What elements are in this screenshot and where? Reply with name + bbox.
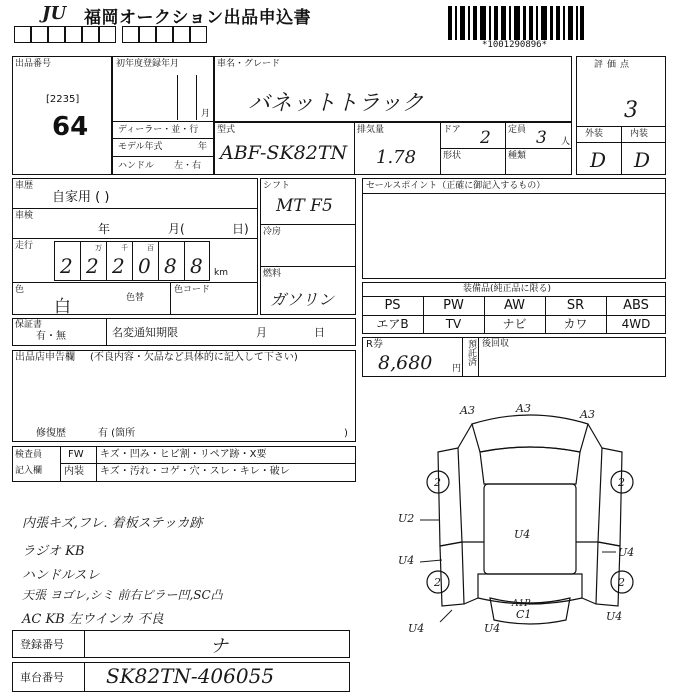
warranty-label: 保証書 [15,320,43,330]
equip-sr: SR [566,298,585,313]
note-line-4: 天張 ヨゴレ,シミ 前右ピラー凹,SC凸 [22,588,223,602]
mileage-digit-2: 2 [86,254,99,278]
equip-leather: カワ [563,317,588,331]
recycle-value: 8,680 [378,352,433,374]
damage-mark-wheel-fr: 2 [618,476,625,489]
score-value: 3 [624,98,638,123]
equip-4wd: 4WD [621,317,651,331]
chassis-number-value: SK82TN-406055 [106,664,275,688]
vehicle-damage-diagram [380,392,680,642]
interior-score: D [634,148,651,172]
inspection-month: 月( [168,222,185,236]
aircon-label: 冷房 [263,227,282,237]
equip-airbag: エアB [376,317,409,331]
damage-mark-wheel-fl: 2 [434,476,441,489]
shape-label: 形状 [443,151,462,161]
repair-value: 有 (箇所 [98,428,136,439]
fuel-value: ガソリン [270,290,335,309]
inspection-day: 日) [232,222,249,236]
mileage-unit: km [214,268,228,278]
inspector-interior-items: キズ・汚れ・コゲ・穴・スレ・キレ・破レ [100,466,290,477]
mileage-digit-4: 0 [138,254,151,278]
lot-number: 64 [52,112,89,142]
damage-mark-rear-left: U4 [484,622,501,635]
equip-pw: PW [443,298,464,313]
damage-mark-right-rear: U4 [618,546,635,559]
recycle-collected-label: 後回収 [482,339,510,349]
displacement-label: 排気量 [357,125,385,135]
mileage-digit-3: 2 [112,254,125,278]
mileage-unit-sen: 千 [121,244,128,252]
model-label: 型式 [217,125,236,135]
damage-mark-bottom-left: U4 [408,622,425,635]
warranty-options: 有・無 [36,331,66,342]
registration-number-label: 登録番号 [20,638,64,651]
barcode-number: *1001290896* [482,40,548,50]
exterior-label: 外装 [585,129,604,139]
declaration-note: (不良内容・欠品など具体的に記入して下さい) [90,352,298,363]
damage-mark-front-center: A3 [516,402,531,415]
inspector-exterior-tag: FW [68,449,84,460]
reg-month-unit: 月 [201,109,211,119]
damage-mark-roof: U4 [514,528,531,541]
damage-mark-front-right: A3 [580,408,595,421]
notice-day: 日 [314,326,325,339]
inspection-year: 年 [98,222,111,236]
model-year-unit: 年 [198,142,208,152]
damage-mark-front-left: A3 [460,404,475,417]
damage-mark-wheel-rl: 2 [434,576,441,589]
chassis-number-label: 車台番号 [20,671,64,684]
color-code-label: 色コード [174,285,211,295]
registration-number-value: ナ [210,636,228,657]
note-line-1: 内張キズ,フレ. 着板ステッカ跡 [22,516,203,531]
mileage-digit-5: 8 [164,254,177,278]
exterior-score: D [590,148,607,172]
repair-close: ) [344,428,348,439]
class-label: 種類 [508,151,527,161]
capacity-unit: 人 [561,137,571,147]
mileage-unit-man: 万 [95,244,102,252]
inspector-interior-tag: 内装 [64,466,84,477]
damage-mark-left-door: U2 [398,512,415,525]
doors-label: ドア [443,125,461,135]
form-title: 福岡オークション出品申込書 [84,8,312,28]
recycle-deposit-label: 預託済 [466,339,476,366]
notice-label: 名変通知期限 [112,326,178,339]
handle-options: 左・右 [174,161,202,171]
recycle-unit: 円 [452,364,462,374]
model-value: ABF-SK82TN [220,142,348,164]
shift-value: MT F5 [276,196,333,216]
equipment-label: 装備品(純正品に限る) [463,284,552,294]
displacement-value: 1.78 [376,147,417,168]
car-name-label: 車名・グレード [217,59,281,69]
registration-box [112,56,214,175]
declaration-label: 出品店申告欄 [15,352,75,363]
equip-tv: TV [445,317,462,331]
note-line-2: ラジオ KB [22,544,85,559]
first-reg-label: 初年度登録年月 [116,59,180,69]
notice-month: 月 [256,326,267,339]
mileage-digit-1: 2 [60,254,73,278]
recycle-label: R券 [366,339,383,350]
damage-mark-wheel-rr: 2 [618,576,625,589]
capacity-label: 定員 [508,125,527,135]
shift-label: シフト [263,181,291,191]
equip-aw: AW [503,298,526,313]
fuel-label: 燃料 [263,269,282,279]
inspection-label: 車検 [15,211,34,221]
doors-value: 2 [480,128,491,148]
car-name-value: バネットトラック [248,91,424,116]
capacity-value: 3 [536,128,547,148]
color-label: 色 [15,285,25,295]
model-year-label: モデル年式 [118,142,163,152]
color-change-label: 色替 [126,293,145,303]
equip-ps: PS [384,298,401,313]
color-value: 白 [54,297,71,317]
inspector-exterior-items: キズ・凹み・ヒビ割・リペア跡・X要 [100,449,267,460]
mileage-label: 走行 [15,241,34,251]
usage-value: 自家用 ( ) [52,190,110,205]
damage-mark-rear-c1: C1 [516,608,532,621]
inspector-label-1: 検査員 [15,450,43,460]
score-label: 評価点 [594,60,634,70]
lot-bracket-number: [2235] [46,94,80,105]
equip-navi: ナビ [502,317,527,331]
lot-label: 出品番号 [15,59,52,69]
inspector-label-2: 記入欄 [15,466,43,476]
interior-label: 内装 [630,129,649,139]
repair-label: 修復歴 [36,428,66,439]
usage-label: 車歴 [15,181,34,191]
note-line-3: ハンドルスレ [22,568,100,583]
barcode [448,6,584,40]
mileage-unit-hyaku: 百 [147,244,154,252]
dealer-label: ディーラー・並・行 [118,125,199,135]
equip-abs: ABS [623,298,649,313]
handle-label: ハンドル [118,161,155,171]
damage-mark-rear-a1p: A1P [512,599,531,609]
header-logo: JU [42,3,67,24]
damage-mark-bottom-right: U4 [606,610,623,623]
sales-point-label: セールスポイント（正確に御記入するもの） [366,181,546,191]
note-line-5: AC KB 左ウインカ 不良 [22,612,164,627]
mileage-digit-6: 8 [190,254,203,278]
damage-mark-left-rear: U4 [398,554,415,567]
